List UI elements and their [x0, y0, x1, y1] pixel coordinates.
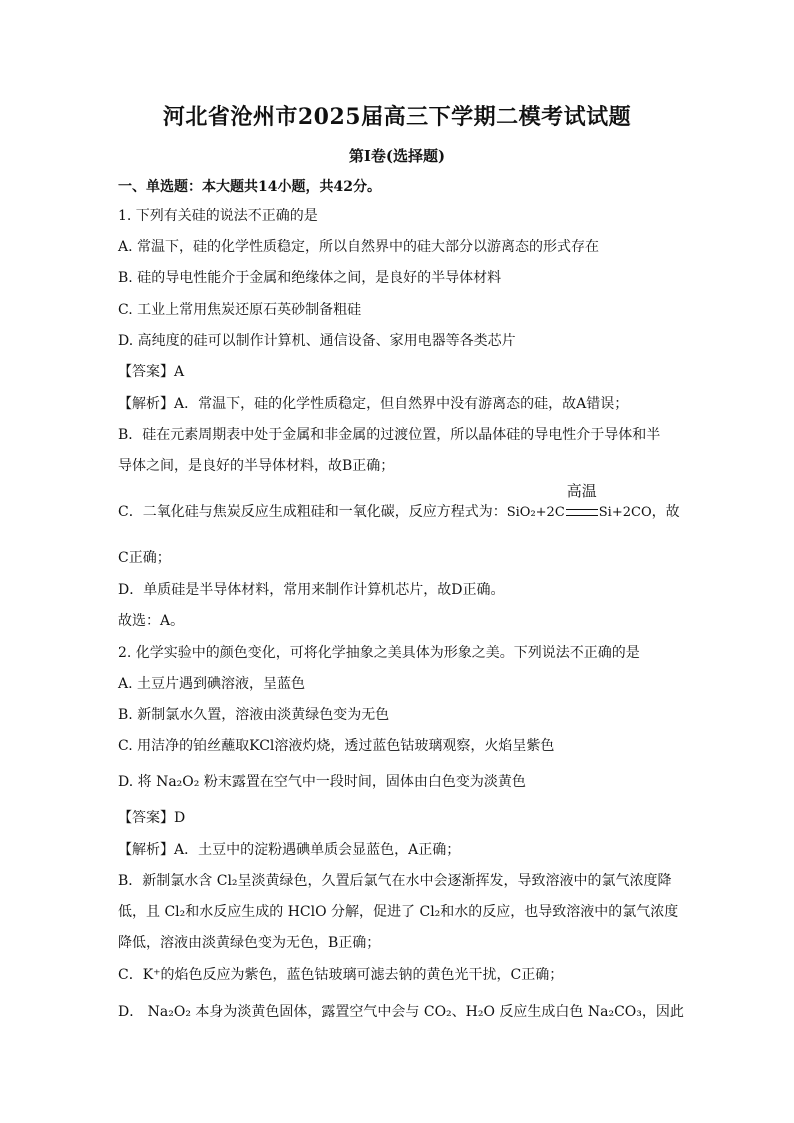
q2-option-c: C. 用洁净的铂丝蘸取KCl溶液灼烧，透过蓝色钴玻璃观察，火焰呈紫色: [118, 738, 555, 754]
q1-analysis-a: 【解析】A．常温下，硅的化学性质稳定，但自然界中没有游离态的硅，故A错误；: [118, 396, 629, 412]
formula-reactants: SiO₂+2C: [506, 505, 565, 520]
q1-answer: 【答案】A: [118, 364, 185, 380]
formula-products: Si+2CO: [598, 505, 652, 520]
q1-analysis-b1: B．硅在元素周期表中处于金属和非金属的过渡位置，所以晶体硅的导电性介于导体和半: [118, 427, 661, 443]
reaction-equation: [506, 482, 652, 523]
q2-option-b: B. 新制氯水久置，溶液由淡黄绿色变为无色: [118, 707, 390, 723]
q2-analysis-b1: B．新制氯水含 Cl₂呈淡黄绿色，久置后氯气在水中会逐渐挥发，导致溶液中的氯气浓度降: [118, 873, 672, 889]
q2-analysis-a: 【解析】A．土豆中的淀粉遇碘单质会显蓝色，A正确；: [118, 842, 461, 858]
q2-analysis-d: D． Na₂O₂ 本身为淡黄色固体，露置空气中会与 CO₂、H₂O 反应生成白色 Na₂CO₃，因此: [118, 1004, 684, 1020]
q1-conclusion: 故选：A。: [118, 613, 185, 629]
q2-analysis-b3: 降低，溶液由淡黄绿色变为无色，B正确；: [118, 935, 381, 951]
page-subtitle: 第I卷(选择题): [348, 147, 446, 165]
q1-analysis-c-tail: ，故: [651, 504, 680, 520]
q1-option-b: B. 硅的导电性能介于金属和绝缘体之间，是良好的半导体材料: [118, 270, 502, 286]
q1-analysis-d: D．单质硅是半导体材料，常用来制作计算机芯片，故D正确。: [118, 582, 505, 598]
q1-analysis-c2: C正确；: [118, 550, 171, 566]
q1-stem: 1. 下列有关硅的说法不正确的是: [118, 208, 318, 224]
q2-answer: 【答案】D: [118, 810, 186, 826]
reaction-condition: [565, 482, 599, 523]
condition-label: 高温: [566, 482, 597, 500]
q1-analysis-c-text: C．二氧化硅与焦炭反应生成粗硅和一氧化碳，反应方程式为：: [118, 504, 507, 520]
q1-option-c: C. 工业上常用焦炭还原石英砂制备粗硅: [118, 302, 362, 318]
q2-stem: 2. 化学实验中的颜色变化，可将化学抽象之美具体为形象之美。下列说法不正确的是: [118, 645, 640, 661]
page-title: 河北省沧州市2025届高三下学期二模考试试题: [162, 104, 632, 130]
section-heading: 一、单选题：本大题共14小题，共42分。: [118, 179, 381, 195]
q1-analysis-b2: 导体之间，是良好的半导体材料，故B正确；: [118, 458, 395, 474]
q2-analysis-b2: 低，且 Cl₂和水反应生成的 HClO 分解，促进了 Cl₂和水的反应，也导致溶液中的氯气浓度: [118, 904, 679, 920]
q2-option-a: A. 土豆片遇到碘溶液，呈蓝色: [118, 676, 306, 692]
q2-option-d: D. 将 Na₂O₂ 粉末露置在空气中一段时间，固体由白色变为淡黄色: [118, 774, 526, 790]
q2-analysis-c: C．K⁺的焰色反应为紫色，蓝色钴玻璃可滤去钠的黄色光干扰，C正确；: [118, 967, 564, 983]
q1-option-a: A. 常温下，硅的化学性质稳定，所以自然界中的硅大部分以游离态的形式存在: [118, 239, 600, 255]
q1-option-d: D. 高纯度的硅可以制作计算机、通信设备、家用电器等各类芯片: [118, 333, 516, 349]
q1-analysis-c: [118, 482, 680, 523]
equals-sign: [566, 509, 598, 516]
